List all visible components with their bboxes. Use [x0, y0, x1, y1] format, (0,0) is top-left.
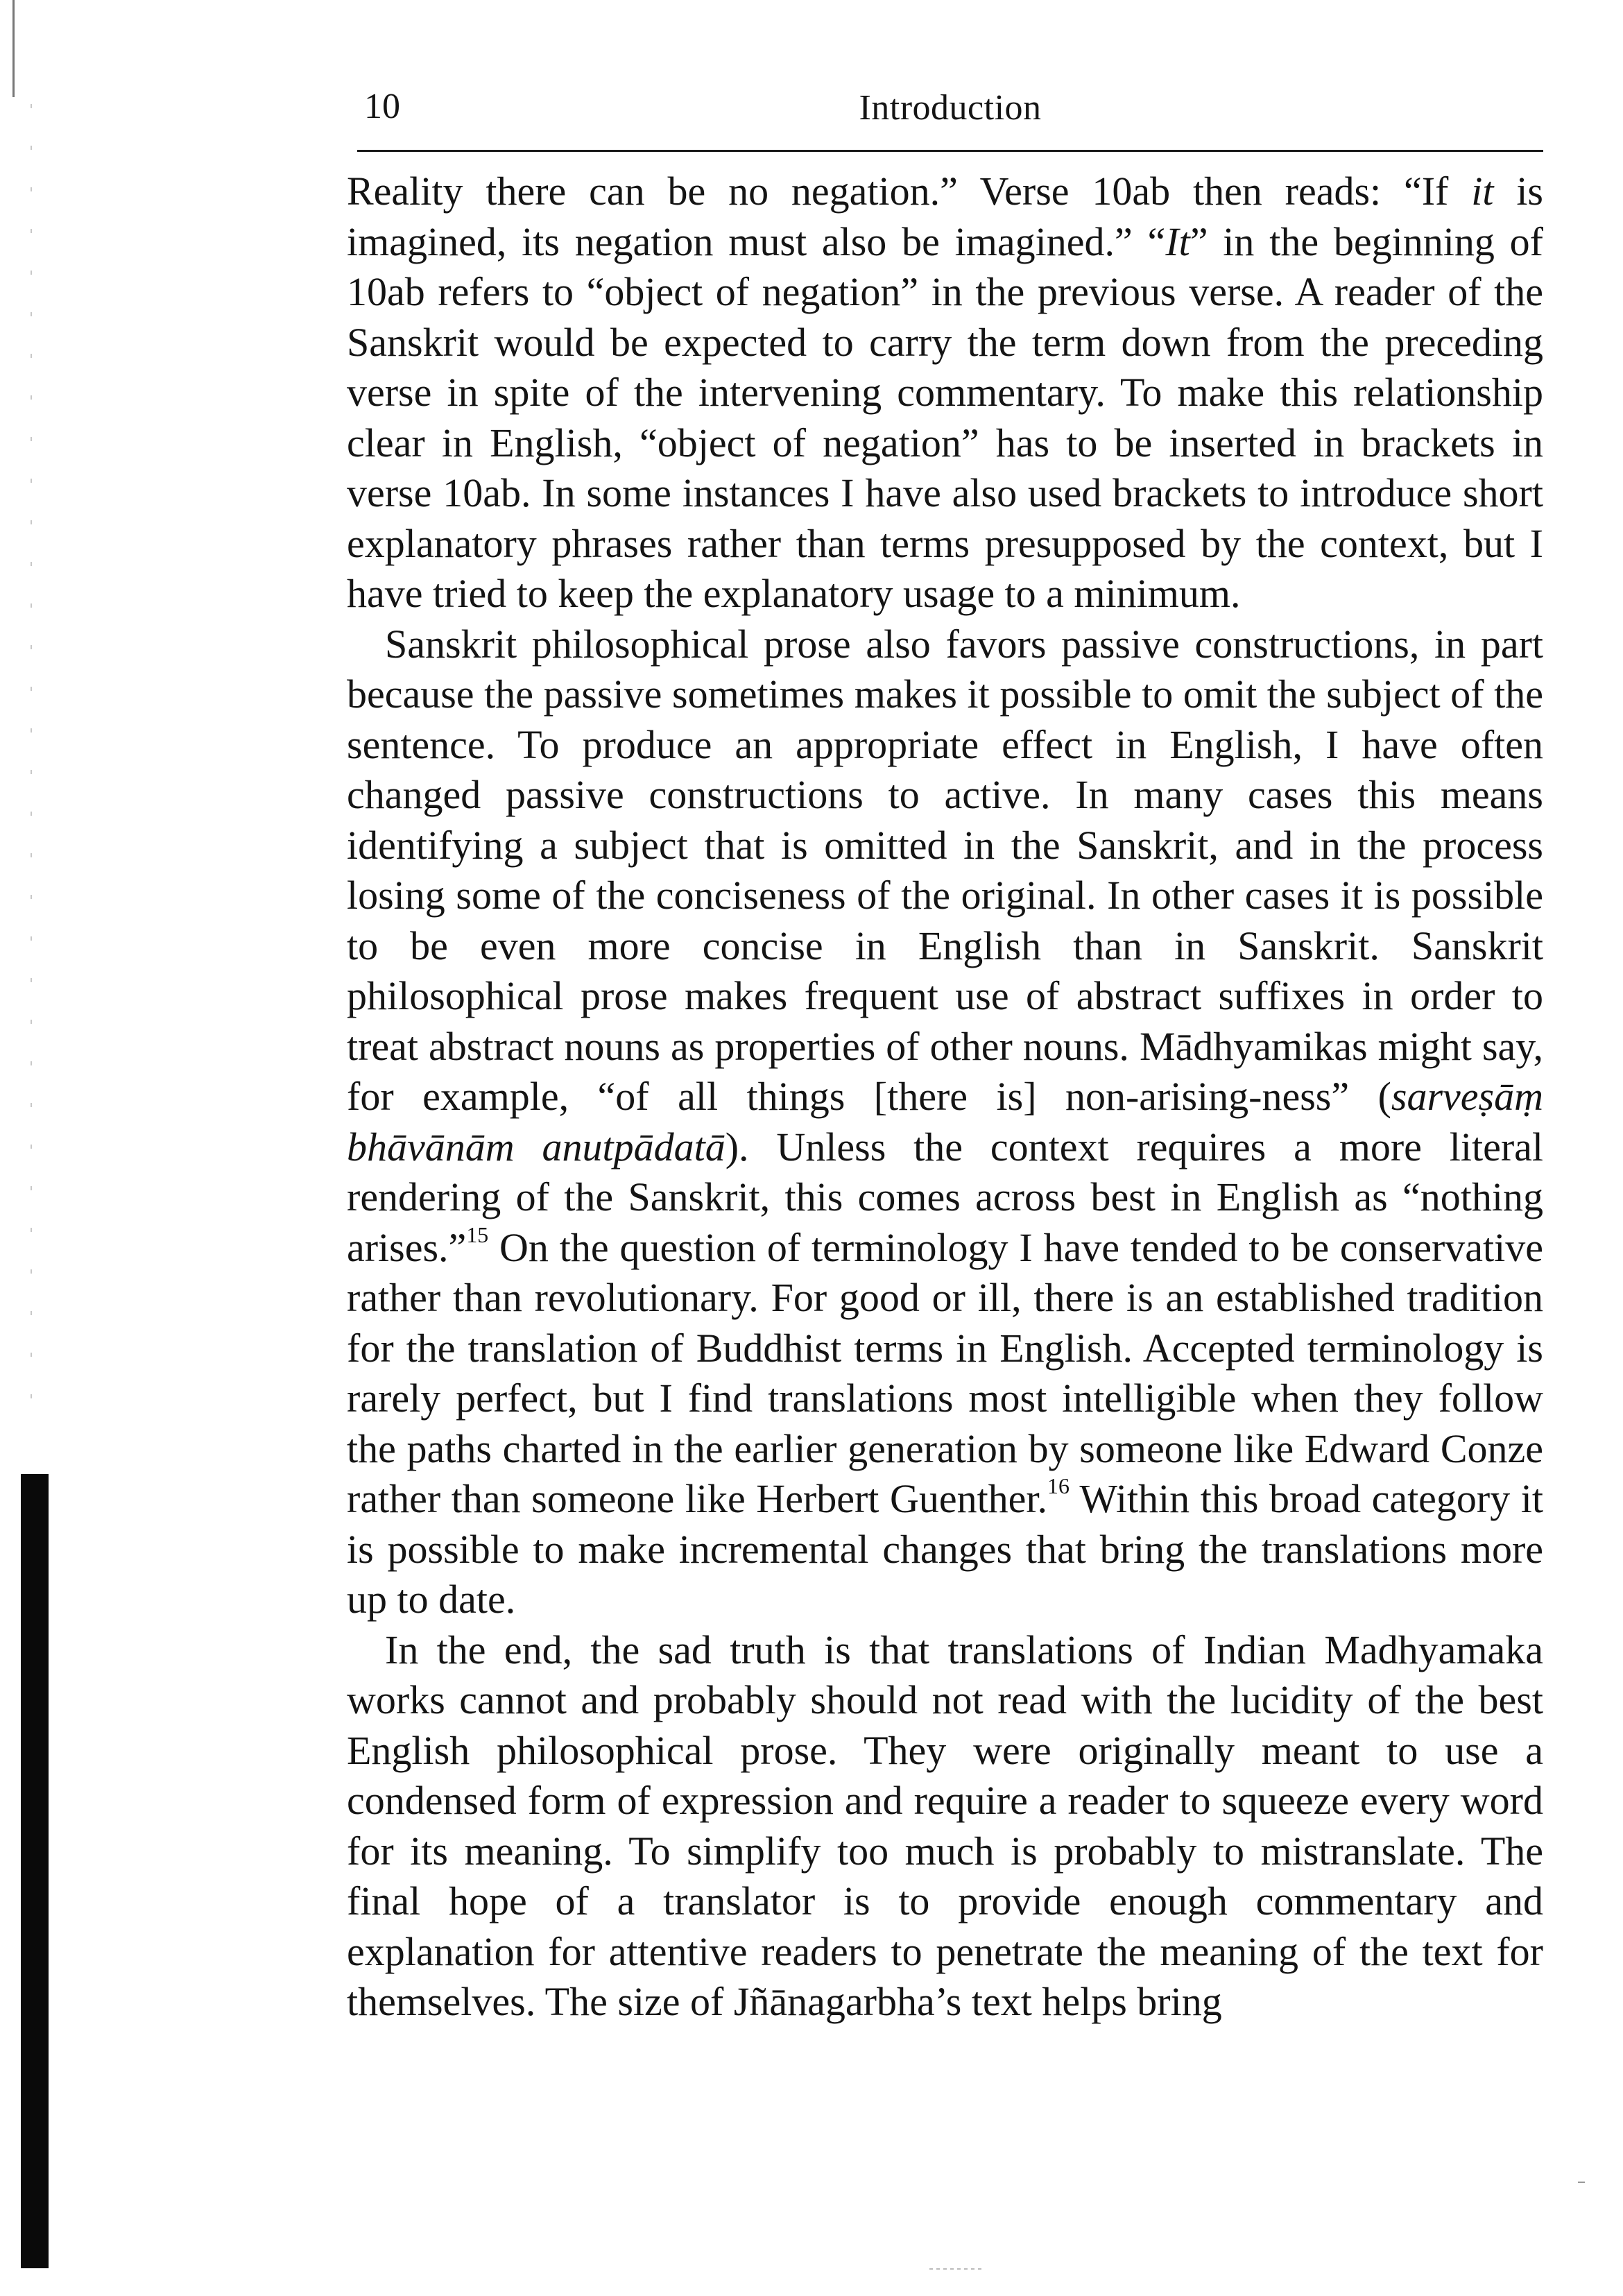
paragraph-3: [347, 1625, 1543, 2028]
text-run: ” in the beginning of 10ab refers to “object of negation” in the previous verse. A reader of the Sanskrit would be expected to carry the term down from the preceding verse in spite of the intervening commentary. To make this relationship clear in English, “object of negation” has to be inserted in brackets in verse 10ab. In some instances I have also used brackets to introduce short explanatory phrases rather than terms presupposed by the context, but I have tried to keep the explanatory usage to a minimum.: [347, 219, 1543, 616]
italic-run: it: [1471, 169, 1494, 214]
text-run: On the question of terminology I have tended to be conservative rather than revolutionary. For good or ill, there is an established tradition for the translation of Buddhist terms in English. Accepted terminology is rarely perfect, but I find translations most intelligible when they follow the paths charted in the earlier generation by someone like Edward Conze rather than someone like Herbert Guenther.: [347, 1224, 1543, 1521]
scan-right-mark: [1578, 2182, 1585, 2183]
text-run: In the end, the sad truth is that translations of Indian Madhyamaka works cannot and probably should not read with the lucidity of the best English philosophical prose. They were originally meant to use a condensed form of expression and require a reader to squeeze every word for its meaning. To simplify too much is probably to mistranslate. The final hope of a translator is to provide enough commentary and explanation for attentive readers to penetrate the meaning of the text for themselves. The size of Jñānagarbha’s text helps bring: [347, 1627, 1543, 2024]
scan-edge-bar: [21, 1474, 49, 2268]
paragraph-1: [347, 166, 1543, 619]
text-run: ). Unless the context requires a more literal rendering of the Sanskrit, this comes across best in English as “nothing arises.”: [347, 1124, 1543, 1270]
text-run: Within this broad category it is possible to make incremental changes that bring the translations more up to date.: [347, 1476, 1543, 1622]
text-run: Sanskrit philosophical prose also favors passive constructions, in part because the passive sometimes makes it possible to omit the subject of the sentence. To produce an appropriate effect in English, I have often changed passive constructions to active. In many cases this means identifying a subject that is omitted in the Sanskrit, and in the process losing some of the conciseness of the original. In other cases it is possible to be even more concise in English than in Sanskrit. Sanskrit philosophical prose makes frequent use of abstract suffixes in order to treat abstract nouns as properties of other nouns. Mādhyamikas might say, for example, “of all things [there is] non-arising-ness” (: [347, 621, 1543, 1119]
footnote-ref-15: 15: [466, 1222, 489, 1247]
paragraph-2: [347, 619, 1543, 1625]
running-head: Introduction: [859, 88, 1042, 128]
scan-dots: [31, 104, 32, 1422]
text-run: Reality there can be no negation.” Verse 10ab then reads: “If: [347, 169, 1472, 214]
sanskrit-term: sarveṣāṃ bhāvānām anutpādatā: [347, 1074, 1543, 1170]
text-run: is imagined, its negation must also be imagined.” “: [347, 169, 1544, 264]
scan-edge-line: [12, 0, 15, 97]
body-text: [347, 166, 1543, 2028]
page-header: [357, 82, 1543, 144]
page-number: 10: [364, 87, 400, 126]
header-rule: [357, 150, 1543, 152]
scan-bottom-mark: [929, 2268, 985, 2270]
footnote-ref-16: 16: [1047, 1473, 1070, 1498]
italic-run: It: [1165, 219, 1190, 264]
